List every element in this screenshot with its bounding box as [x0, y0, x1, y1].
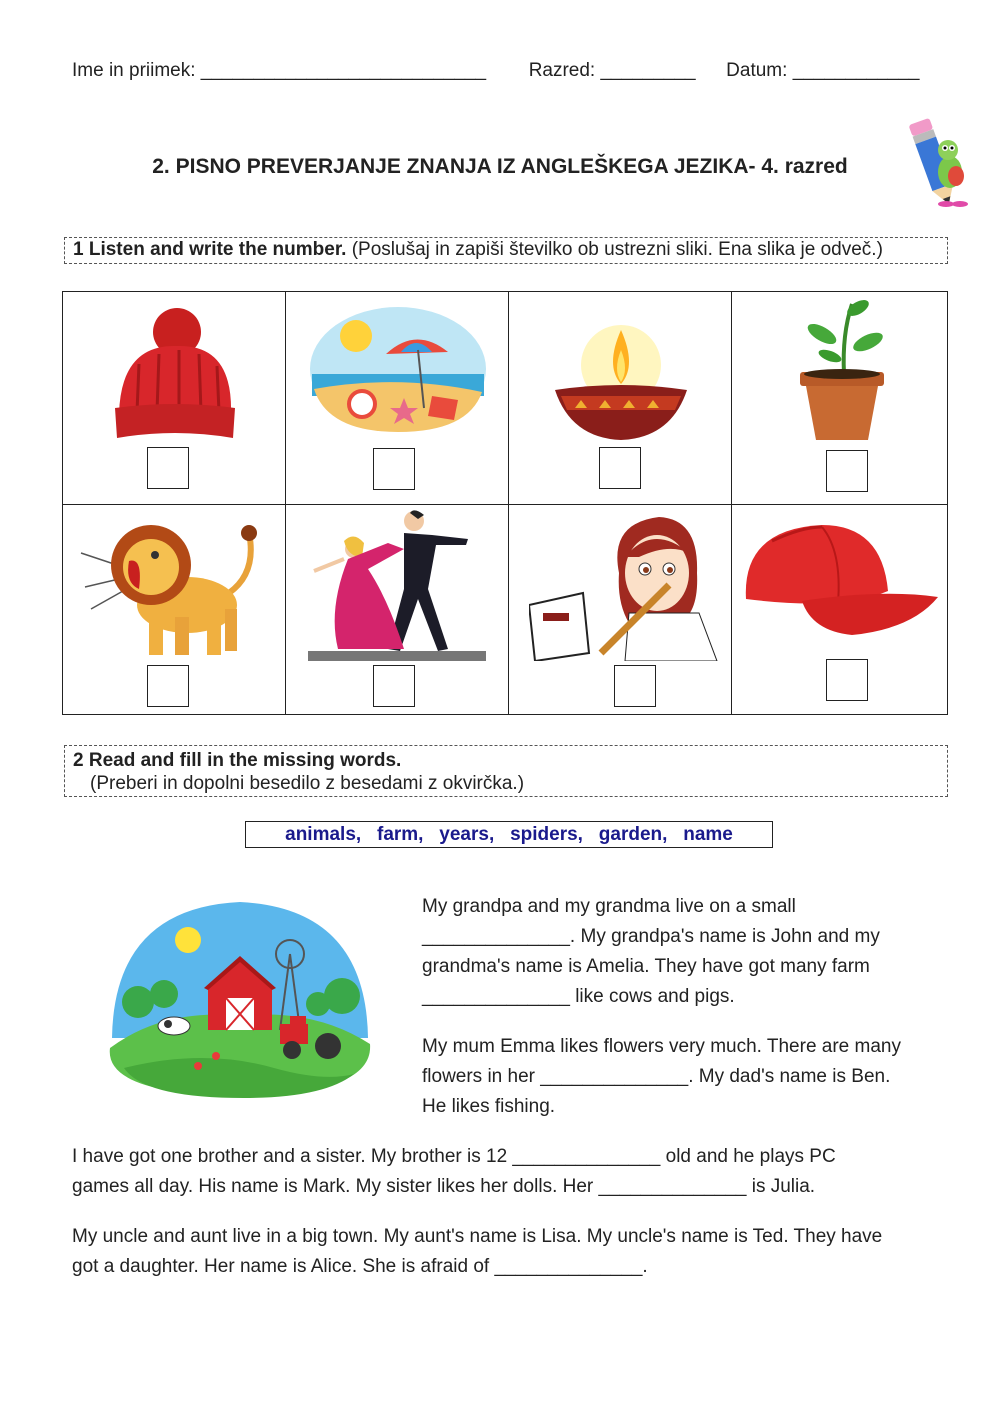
- picture-grid: [62, 291, 948, 715]
- word-bank: animals, farm, years, spiders, garden, name: [245, 821, 773, 848]
- farm-illustration: [104, 898, 376, 1100]
- answer-box-6[interactable]: [373, 665, 415, 707]
- picture-cell-lion: [63, 505, 286, 714]
- plant-pot-icon: [792, 294, 892, 442]
- gap-line[interactable]: got a daughter. Her name is Alice. She is afraid of ______________.: [72, 1256, 648, 1277]
- dancers-icon: [308, 509, 488, 661]
- flute-girl-icon: [529, 513, 719, 661]
- answer-box-1[interactable]: [147, 447, 189, 489]
- task1-heading-box: [64, 237, 948, 264]
- gap-line[interactable]: I have got one brother and a sister. My brother is 12 ______________ old and he plays PC: [72, 1146, 836, 1167]
- name-field[interactable]: Ime in priimek: ___________________________: [72, 60, 487, 81]
- paragraph-mum: My mum Emma likes flowers very much. There are many flowers in her ______________. My dad's name is Ben. He likes fishing.: [422, 1032, 942, 1122]
- student-info-line: [72, 60, 920, 82]
- task2-instruction: (Preberi in dopolni besedilo z besedami z okvirčka.): [90, 773, 525, 794]
- gap-line[interactable]: ______________. My grandpa's name is John and my: [422, 926, 880, 947]
- cap-icon: [742, 521, 940, 639]
- picture-cell-cap: [732, 505, 947, 714]
- task2-title: 2 Read and fill in the missing words.: [73, 750, 402, 771]
- date-field[interactable]: Datum: ____________: [726, 60, 920, 81]
- oil-lamp-icon: [551, 310, 691, 442]
- gap-line[interactable]: ______________ like cows and pigs.: [422, 986, 735, 1007]
- answer-box-7[interactable]: [614, 665, 656, 707]
- lion-icon: [79, 513, 269, 663]
- answer-box-3[interactable]: [599, 447, 641, 489]
- answer-box-4[interactable]: [826, 450, 868, 492]
- answer-box-8[interactable]: [826, 659, 868, 701]
- picture-cell-dancers: [286, 505, 509, 714]
- paragraph-farm: My grandpa and my grandma live on a small ______________. My grandpa's name is John and my grandma's name is Amelia. They have got many farm ______________ like cows and pigs.: [422, 892, 942, 1012]
- task2-heading-box: [64, 745, 948, 797]
- picture-cell-flute-girl: [509, 505, 732, 714]
- class-field[interactable]: Razred: _________: [528, 60, 696, 81]
- picture-cell-plant-pot: [732, 292, 947, 505]
- picture-cell-oil-lamp: [509, 292, 732, 505]
- paragraph-brother: [72, 1142, 942, 1202]
- gap-line[interactable]: games all day. His name is Mark. My sister likes her dolls. Her ______________ is Julia.: [72, 1176, 816, 1197]
- wool-hat-icon: [109, 304, 239, 444]
- paragraph-uncle: My uncle and aunt live in a big town. My aunt's name is Lisa. My uncle's name is Ted. They have got a daughter. Her name is Alice. She is afraid of ______________.: [72, 1222, 942, 1282]
- pencil-mascot-icon: [898, 110, 974, 210]
- gap-line[interactable]: flowers in her ______________. My dad's name is Ben.: [422, 1066, 891, 1087]
- picture-cell-beach: [286, 292, 509, 505]
- answer-box-2[interactable]: [373, 448, 415, 490]
- answer-box-5[interactable]: [147, 665, 189, 707]
- page-title: 2. PISNO PREVERJANJE ZNANJA IZ ANGLEŠKEGA JEZIKA- 4. razred: [152, 155, 848, 178]
- task1-instruction: (Poslušaj in zapiši številko ob ustrezni sliki. Ena slika je odveč.): [346, 239, 883, 260]
- task1-title: 1 Listen and write the number.: [73, 239, 347, 260]
- picture-cell-wool-hat: [63, 292, 286, 505]
- beach-icon: [308, 304, 488, 434]
